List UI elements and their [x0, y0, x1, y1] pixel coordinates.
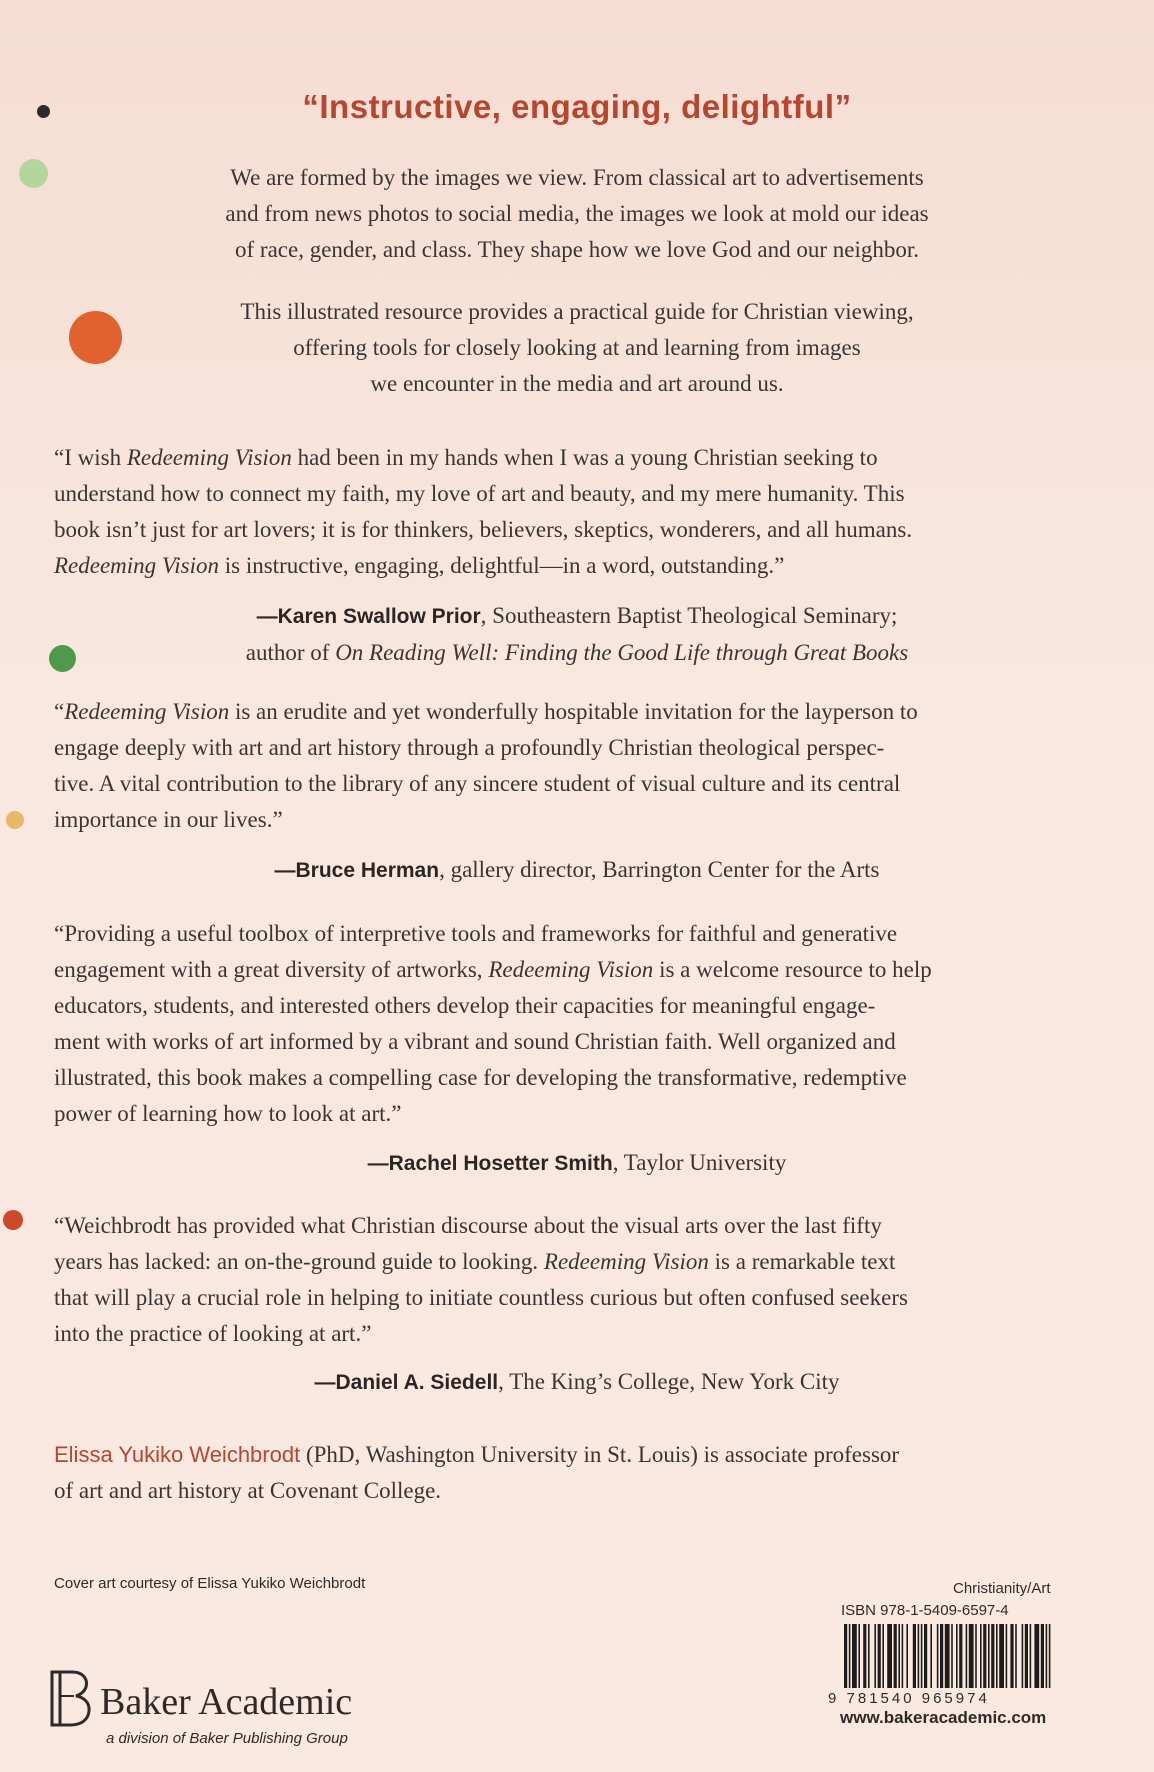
endorsement-attribution-4: —Daniel A. Siedell, The King’s College, New York City	[314, 1369, 840, 1394]
publisher-logo	[46, 1668, 406, 1758]
endorsement-attribution-3: —Rachel Hosetter Smith, Taylor University	[367, 1150, 787, 1175]
intro-paragraph-1: We are formed by the images we view. From classical art to advertisements and from news photos to social media, the images we look at mold our ideas of race, gender, and class. They shape how we love God and our neighbor.	[225, 165, 929, 262]
headline: “Instructive, engaging, delightful”	[302, 88, 852, 125]
isbn: ISBN 978-1-5409-6597-4	[841, 1602, 1009, 1619]
endorser-name: —Rachel Hosetter Smith	[367, 1152, 613, 1175]
website-link[interactable]: www.bakeracademic.com	[840, 1708, 1047, 1727]
endorsement-attribution-1: —Karen Swallow Prior, Southeastern Baptist Theological Seminary; author of On Reading Well: Finding the Good Life through Great Books	[245, 603, 909, 665]
endorsement-attribution-2: —Bruce Herman, gallery director, Barrington Center for the Arts	[274, 857, 880, 882]
intro-paragraph-2: This illustrated resource provides a practical guide for Christian viewing, offering tools for closely looking at and learning from images we encounter in the media and art around us.	[240, 299, 914, 396]
category-label: Christianity/Art	[953, 1580, 1051, 1597]
barcode-bars	[828, 1624, 1064, 1694]
author-bio: Elissa Yukiko Weichbrodt (PhD, Washington University in St. Louis) is associate professor of art and art history at Covenant College.	[54, 1442, 900, 1503]
endorsement-quote-3: “Providing a useful toolbox of interpretive tools and frameworks for faithful and generative engagement with a great diversity of artworks, Redeeming Vision is a welcome resource to help educators, students, and interested others develop their capacities for meaningful engage- ment with works of art informed by a vibrant and sound Christian faith. Well organized and illustrated, this book makes a compelling case for developing the transformative, redemptive power of learning how to look at art.”	[54, 921, 932, 1126]
decorative-dot-red	[3, 1210, 23, 1230]
endorsement-quote-2: “Redeeming Vision is an erudite and yet wonderfully hospitable invitation for the layperson to engage deeply with art and art history through a profoundly Christian theological perspec- tive. A vital contribution to the library of any sincere student of visual culture and its central importance in our lives.”	[54, 699, 918, 832]
author-name: Elissa Yukiko Weichbrodt	[54, 1442, 301, 1467]
decorative-dot-yellow	[6, 811, 24, 829]
endorser-name: —Bruce Herman	[274, 859, 440, 882]
endorser-name: —Karen Swallow Prior	[256, 605, 481, 628]
cover-credit: Cover art courtesy of Elissa Yukiko Weichbrodt	[54, 1575, 366, 1592]
endorser-name: —Daniel A. Siedell	[314, 1371, 499, 1394]
barcode-digits: 9 781540 965974	[828, 1690, 990, 1707]
endorsement-quote-1: “I wish Redeeming Vision had been in my hands when I was a young Christian seeking to understand how to connect my faith, my love of art and beauty, and my mere humanity. This book isn’t just for art lovers; it is for thinkers, believers, skeptics, wonderers, and all humans. Redeeming Vision is instructive, engaging, delightful—in a word, outstanding.”	[54, 445, 913, 578]
publisher-subtitle: a division of Baker Publishing Group	[106, 1730, 348, 1747]
publisher-name: Baker Academic	[100, 1681, 353, 1723]
decorative-dot-light-green	[19, 159, 48, 188]
baker-b-logo-icon	[46, 1668, 96, 1728]
endorsement-quote-4: “Weichbrodt has provided what Christian discourse about the visual arts over the last fifty years has lacked: an on-the-ground guide to looking. Redeeming Vision is a remarkable text that will play a crucial role in helping to initiate countless curious but often confused seekers into the practice of looking at art.”	[54, 1213, 908, 1346]
